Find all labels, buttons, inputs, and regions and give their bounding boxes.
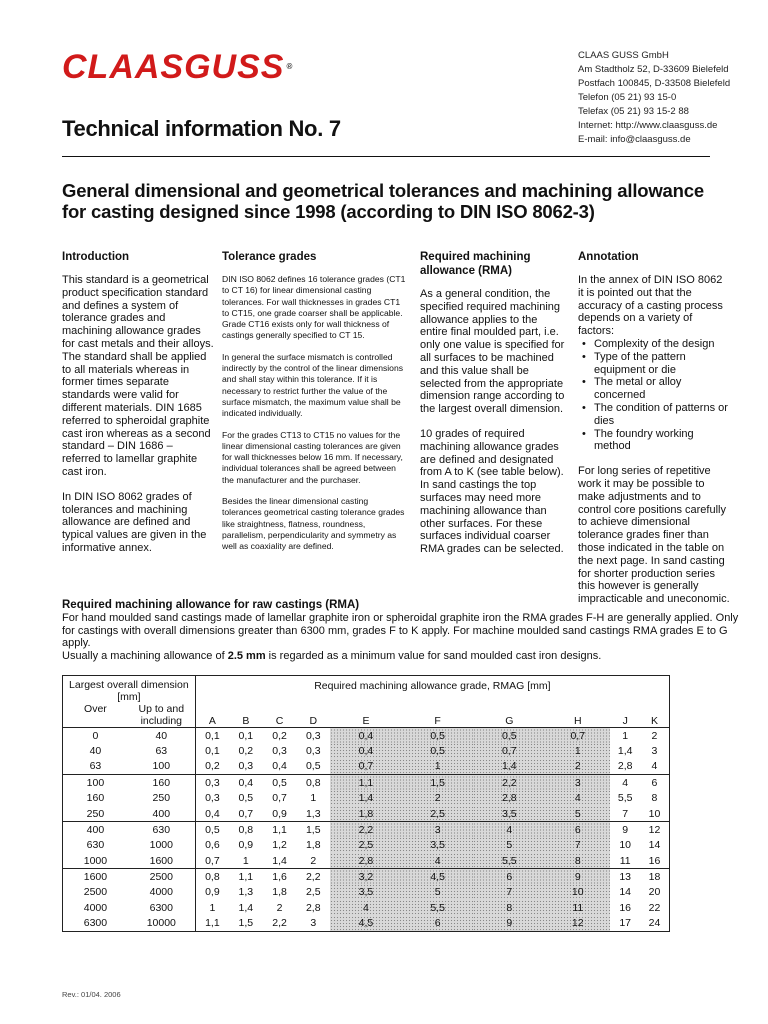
table-cell: 0,3 (205, 792, 220, 805)
table-cell: 5 (545, 806, 610, 822)
table-cell: 6 (545, 822, 610, 838)
table-cell: 2500 (128, 869, 195, 885)
table-cell: 2,2 (263, 916, 297, 932)
address-line: Postfach 100845, D-33508 Bielefeld (578, 78, 731, 89)
table-cell: 0,7 (195, 853, 229, 869)
table-cell: 6300 (63, 916, 128, 932)
table-cell: 4 (640, 759, 670, 775)
table-cell: 2,5 (402, 806, 474, 822)
table-cell: 3,5 (402, 837, 474, 853)
table-cell: 3 (640, 743, 670, 759)
table-cell: 1,4 (330, 790, 402, 806)
table-cell: 1,1 (272, 823, 287, 836)
grade-header: B (229, 703, 263, 728)
table-cell: 1,3 (238, 886, 254, 899)
table-cell: 0,4 (330, 728, 402, 744)
rma-table-body (63, 728, 670, 932)
table-cell: 1,5 (402, 775, 474, 791)
table-cell: 7 (610, 806, 640, 822)
rma-column (420, 250, 566, 568)
grade-header: D (296, 703, 330, 728)
table-cell: 2 (296, 853, 330, 869)
table-cell: 0,8 (305, 776, 321, 789)
table-cell: 2500 (63, 884, 128, 900)
table-row (63, 775, 670, 791)
table-cell: 14 (640, 837, 670, 853)
table-cell: 0,5 (238, 792, 254, 805)
table-cell: 0,4 (330, 743, 402, 759)
table-row (63, 869, 670, 885)
tolerance-title: Tolerance grades (222, 251, 317, 263)
list-item: • Type of the pattern equipment or die (588, 351, 730, 377)
annotation-title: Annotation (578, 251, 639, 263)
table-cell: 0,5 (205, 823, 220, 836)
table-cell: 1 (622, 729, 629, 742)
annotation-paragraph: In the annex of DIN ISO 8062 it is pointed out that the accuracy of a casting process depends on a variety of factors: (578, 274, 723, 338)
table-cell: 0 (63, 728, 128, 744)
table-cell: 630 (63, 837, 128, 853)
table-cell: 2,8 (610, 759, 640, 775)
table-cell: 3,5 (473, 806, 545, 822)
table-cell: 2,5 (305, 886, 321, 899)
table-row (63, 853, 670, 869)
table-cell: 9 (545, 869, 610, 885)
grade-header: G (473, 703, 545, 728)
tolerance-column (222, 250, 408, 563)
table-cell: 4 (545, 790, 610, 806)
table-cell: 100 (63, 775, 128, 791)
table-cell: 1,4 (617, 745, 633, 758)
table-cell: 1,8 (330, 806, 402, 822)
grade-header: F (402, 703, 474, 728)
table-row (63, 900, 670, 916)
company-logo: CLAASGUSS ® (62, 48, 294, 86)
table-cell: 9 (473, 916, 545, 932)
table-cell: 7 (473, 884, 545, 900)
table-cell: 2 (545, 759, 610, 775)
tolerance-paragraph: In general the surface mismatch is controlled indirectly by the control of the linear dimensions and shall stay within this tolerance. If it is necessary to restrict further the value of the surface mismatch, the maximum value shall be indicated individually. (222, 351, 404, 419)
table-cell: 0,2 (272, 729, 287, 742)
rma-section-paragraph: Usually a machining allowance of 2.5 mm is regarded as a minimum value for sand moulded cast iron designs. (62, 650, 602, 663)
table-cell: 5 (473, 837, 545, 853)
table-cell: 6300 (128, 900, 195, 916)
table-cell: 0,1 (205, 745, 220, 758)
table-cell: 2 (640, 728, 670, 744)
table-cell: 1 (545, 743, 610, 759)
list-item: • The condition of patterns or dies (588, 402, 730, 428)
table-cell: 1000 (128, 837, 195, 853)
table-cell: 1,1 (330, 775, 402, 791)
table-cell: 0,7 (330, 759, 402, 775)
table-cell: 1 (209, 901, 216, 914)
table-cell: 0,5 (473, 728, 545, 744)
introduction-title: Introduction (62, 251, 130, 263)
list-item: • Complexity of the design (588, 338, 730, 351)
table-cell: 63 (63, 759, 128, 775)
table-row (63, 822, 670, 838)
table-cell: 1,1 (238, 870, 254, 883)
header-largest-dimension: Largest overall dimension [mm] (63, 676, 196, 704)
table-cell: 2,2 (305, 870, 321, 883)
table-cell: 1 (310, 792, 317, 805)
table-cell: 2,2 (330, 822, 402, 838)
table-cell: 1,3 (296, 806, 330, 822)
table-cell: 2,8 (330, 853, 402, 869)
table-cell: 14 (619, 886, 632, 899)
table-cell: 7 (545, 837, 610, 853)
table-cell: 17 (610, 916, 640, 932)
document-title: Technical information No. 7 (62, 116, 341, 141)
table-cell: 0,5 (272, 776, 287, 789)
table-cell: 0,5 (402, 728, 474, 744)
table-cell: 250 (63, 806, 128, 822)
table-cell: 3,5 (330, 884, 402, 900)
table-cell: 0,5 (402, 743, 474, 759)
annotation-paragraph: For long series of repetitive work it may be possible to make adjustments and to control core positions carefully to achieve dimensional tolerance grades finer than those indicated in the table on the next page. In sand casting for shorter production series this however is generally impracticable and uneconomic. (578, 465, 730, 606)
table-cell: 1,5 (305, 823, 321, 836)
address-line: Am Stadtholz 52, D-33609 Bielefeld (578, 64, 729, 75)
table-cell: 0,3 (229, 759, 263, 775)
table-cell: 18 (640, 869, 670, 885)
table-cell: 5,5 (617, 792, 633, 805)
table-cell: 0,2 (195, 759, 229, 775)
table-cell: 2,5 (330, 837, 402, 853)
table-cell: 6 (402, 916, 474, 932)
tolerance-paragraph: DIN ISO 8062 defines 16 tolerance grades (CT1 to CT 16) for linear dimensional casting tolerances. For wall thicknesses in grades CT1 to CT15, one grade coarser shall be applicable. Grade CT16 exists only for wall thickness of castings generally specified to CT 15. (222, 274, 406, 341)
list-item: • The metal or alloy concerned (588, 376, 730, 402)
table-cell: 0,2 (238, 745, 254, 758)
table-row (63, 837, 670, 853)
table-cell: 1,6 (272, 870, 287, 883)
grade-header: A (195, 703, 229, 728)
table-row (63, 728, 670, 744)
table-cell: 0,1 (238, 729, 254, 742)
grade-header: E (330, 703, 402, 728)
table-cell: 9 (622, 823, 629, 836)
table-cell: 8 (640, 790, 670, 806)
rma-title: Required machining allowance (RMA) (420, 251, 531, 277)
table-cell: 11 (610, 853, 640, 869)
table-cell: 250 (128, 790, 195, 806)
table-cell: 0,7 (272, 792, 287, 805)
table-cell: 0,9 (205, 886, 220, 899)
table-cell: 22 (640, 900, 670, 916)
table-cell: 0,9 (263, 806, 297, 822)
table-cell: 1,4 (238, 901, 254, 914)
table-cell: 160 (128, 775, 195, 791)
table-cell: 6 (640, 775, 670, 791)
header-rmag: Required machining allowance grade, RMAG [mm] (195, 676, 669, 704)
table-cell: 0,3 (205, 776, 220, 789)
revision-note: Rev.: 01/04. 2006 (62, 990, 121, 999)
table-cell: 630 (128, 822, 195, 838)
table-cell: 4 (622, 776, 629, 789)
annotation-column (578, 250, 730, 618)
table-cell: 4 (473, 822, 545, 838)
table-cell: 100 (128, 759, 195, 775)
grade-header: K (640, 703, 670, 728)
table-cell: 10 (640, 806, 670, 822)
table-cell: 0,8 (238, 823, 254, 836)
address-line: Telefon (05 21) 93 15-0 (578, 92, 677, 103)
table-cell: 400 (63, 822, 128, 838)
table-cell: 5,5 (402, 900, 474, 916)
table-cell: 160 (63, 790, 128, 806)
introduction-paragraph: This standard is a geometrical product specification standard and defines a system of tolerance grades and machining allowance grades for cast metals and their alloys. The standard shall be applied to all materials whereas in former times separate standards were valid for different materials. DIN 1685 referred to spheroidal graphite cast iron whereas as a second standard – DIN 1686 – referred to lamellar graphite cast iron. (62, 274, 214, 478)
table-cell: 1,5 (229, 916, 263, 932)
table-cell: 16 (640, 853, 670, 869)
address-line: CLAAS GUSS GmbH (578, 50, 669, 61)
table-cell: 1,4 (473, 759, 545, 775)
address-line: Internet: http://www.claasguss.de (578, 120, 718, 131)
table-cell: 0,3 (272, 745, 287, 758)
rma-section (62, 599, 742, 663)
header-over: Over (63, 703, 128, 728)
rma-section-paragraph: For hand moulded sand castings made of lamellar graphite iron or spheroidal graphite iron the RMA grades F-H are generally applied. Only for castings with overall dimensions greater than 6300 mm, grades F to K apply. For machine moulded sand castings RMA grades E to G apply. (62, 611, 739, 650)
table-cell: 13 (619, 870, 632, 883)
table-cell: 10 (545, 884, 610, 900)
table-cell: 0,6 (205, 839, 220, 852)
table-cell: 0,5 (296, 759, 330, 775)
table-cell: 1,8 (272, 886, 287, 899)
table-cell: 0,9 (238, 839, 254, 852)
rma-paragraph: 10 grades of required machining allowance grades are defined and designated from A to K (see table below). In sand castings the top surfaces may need more machining allowance than other surfaces. For these surfaces individual coarser RMA grades can be selected. (420, 427, 564, 556)
table-cell: 0,4 (195, 806, 229, 822)
table-row (63, 884, 670, 900)
table-cell: 1,4 (263, 853, 297, 869)
tolerance-paragraph: Besides the linear dimensional casting tolerances geometrical casting tolerance grades like straightness, flatness, roundness, parallelism, perpendicularity and symmetry as well as coaxiality are defined. (222, 496, 405, 552)
table-cell: 0,1 (205, 729, 220, 742)
table-cell: 11 (545, 900, 610, 916)
company-address (578, 49, 730, 147)
table-cell: 3,2 (330, 869, 402, 885)
table-cell: 3 (545, 775, 610, 791)
table-cell: 1,8 (305, 839, 321, 852)
table-cell: 20 (640, 884, 670, 900)
introduction-column (62, 250, 214, 567)
rma-section-title: Required machining allowance for raw castings (RMA) (62, 599, 360, 611)
table-cell: 3 (296, 916, 330, 932)
rma-paragraph: As a general condition, the specified required machining allowance applies to the entire final moulded part, i.e. only one value is specified for all surfaces to be machined and this value shall be selected from the appropriate dimension range according to the largest overall dimension. (420, 288, 565, 416)
table-cell: 12 (545, 916, 610, 932)
table-cell: 2,8 (473, 790, 545, 806)
table-cell: 4,5 (402, 869, 474, 885)
table-cell: 3 (402, 822, 474, 838)
table-row (63, 790, 670, 806)
table-cell: 8 (545, 853, 610, 869)
table-cell: 4000 (63, 900, 128, 916)
table-cell: 4 (402, 853, 474, 869)
main-heading: General dimensional and geometrical tolerances and machining allowance for casting designed since 1998 (according to DIN ISO 8062-3) (62, 180, 704, 222)
table-row (63, 743, 670, 759)
table-cell: 0,7 (545, 728, 610, 744)
table-cell: 63 (128, 743, 195, 759)
table-cell: 1600 (63, 869, 128, 885)
table-cell: 4000 (128, 884, 195, 900)
table-cell: 5,5 (473, 853, 545, 869)
table-cell: 40 (63, 743, 128, 759)
header-divider (62, 156, 710, 157)
table-cell: 0,7 (229, 806, 263, 822)
header-up-to: Up to and including (128, 703, 195, 728)
table-cell: 16 (619, 901, 632, 914)
table-cell: 2,2 (473, 775, 545, 791)
address-line: Telefax (05 21) 93 15-2 88 (578, 106, 689, 117)
table-cell: 400 (128, 806, 195, 822)
table-cell: 0,4 (238, 776, 254, 789)
table-cell: 8 (473, 900, 545, 916)
table-cell: 0,3 (305, 729, 321, 742)
table-cell: 40 (128, 728, 195, 744)
table-cell: 2 (402, 790, 474, 806)
table-cell: 6 (473, 869, 545, 885)
introduction-paragraph: In DIN ISO 8062 grades of tolerances and machining allowance are defined and typical values are given in the informative annex. (62, 490, 207, 554)
table-cell: 0,7 (473, 743, 545, 759)
table-cell: 1000 (63, 853, 128, 869)
table-cell: 10000 (128, 916, 195, 932)
table-cell: 12 (640, 822, 670, 838)
rma-table (62, 675, 670, 932)
table-cell: 10 (619, 839, 632, 852)
list-item: • The foundry working method (588, 428, 730, 454)
table-cell: 0,4 (263, 759, 297, 775)
table-cell: 2 (276, 901, 283, 914)
grade-header: H (545, 703, 610, 728)
table-cell: 2,8 (305, 901, 321, 914)
address-line: E-mail: info@claasguss.de (578, 134, 691, 145)
table-row (63, 759, 670, 775)
table-cell: 1 (402, 759, 474, 775)
grade-header: J (610, 703, 640, 728)
table-cell: 0,8 (205, 870, 220, 883)
table-row (63, 806, 670, 822)
table-cell: 24 (640, 916, 670, 932)
table-cell: 1,1 (195, 916, 229, 932)
table-cell: 5 (402, 884, 474, 900)
table-cell: 1,2 (272, 839, 287, 852)
grade-header: C (263, 703, 297, 728)
table-cell: 4,5 (330, 916, 402, 932)
table-row (63, 916, 670, 932)
table-cell: 1600 (128, 853, 195, 869)
factor-list (578, 338, 730, 453)
table-cell: 4 (330, 900, 402, 916)
tolerance-paragraph: For the grades CT13 to CT15 no values for the linear dimensional casting tolerances are given for wall thicknesses below 16 mm. If necessary, individual tolerances shall be agreed between the manufacturer and the purchaser. (222, 429, 403, 485)
table-cell: 0,3 (305, 745, 321, 758)
table-cell: 1 (229, 853, 263, 869)
